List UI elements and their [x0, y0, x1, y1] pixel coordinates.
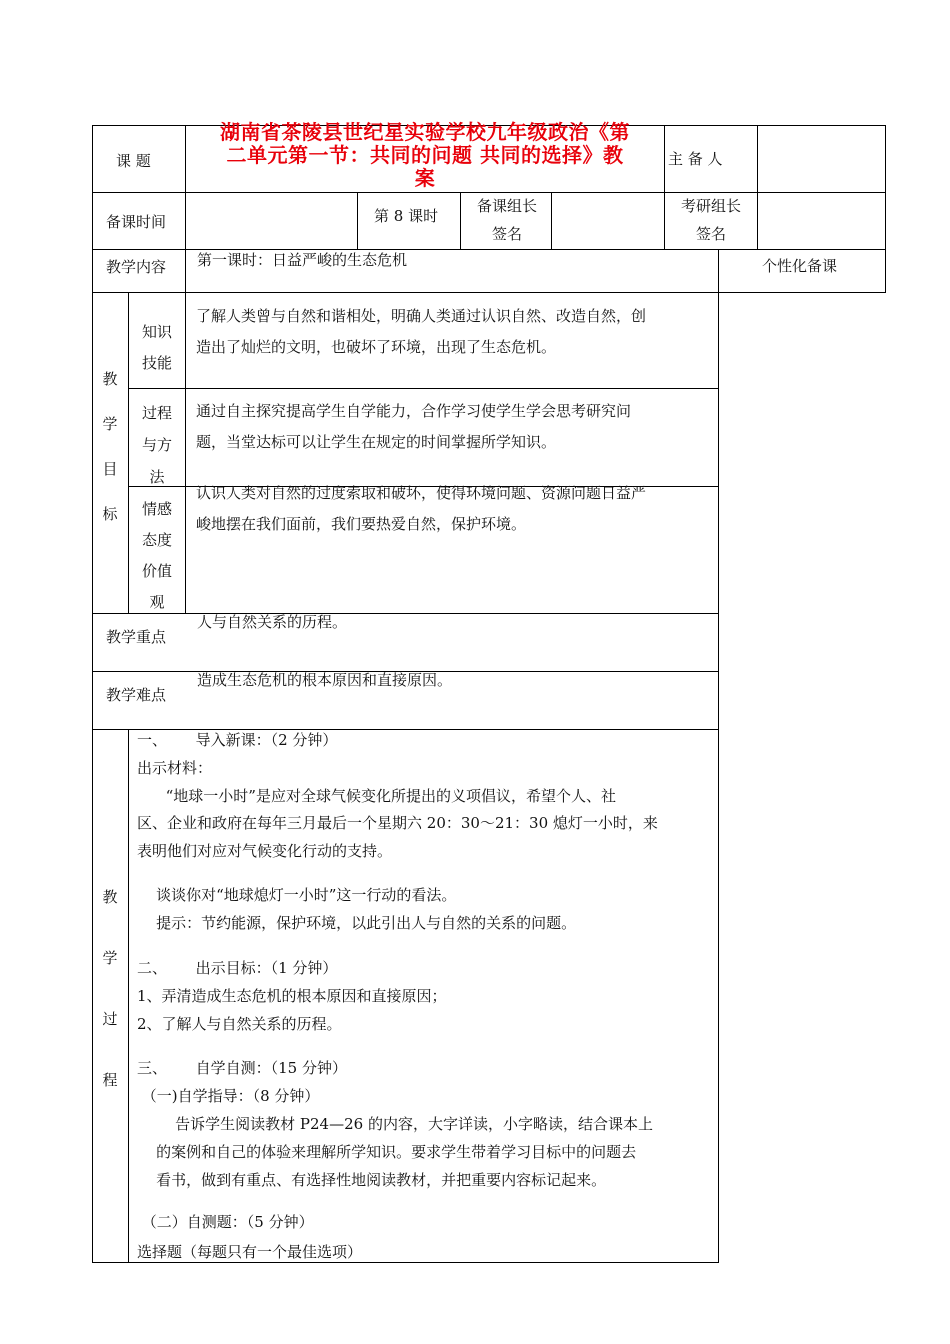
emotion-label-line: 观 — [149, 593, 165, 611]
process-line: 1、弄清造成生态危机的根本原因和直接原因； — [137, 987, 447, 1005]
table-border-bottom — [92, 1262, 718, 1263]
objectives-label-char: 标 — [102, 505, 118, 523]
table-line-obj1 — [128, 388, 718, 389]
process-line: 一、 导入新课：（2 分钟） — [137, 731, 338, 749]
emotion-attitude-text — [196, 478, 646, 540]
emotion-attitude-label — [137, 494, 177, 618]
table-line-col-research-end — [757, 192, 758, 250]
teaching-content-label: 教学内容 — [106, 258, 167, 276]
emotion-text-line: 认识人类对自然的过度索取和破坏，使得环境问题、资源问题日益严 — [196, 484, 647, 502]
table-line-col-lesson-start — [357, 192, 358, 250]
process-label — [92, 867, 128, 1111]
process-line: 出示材料： — [137, 759, 213, 777]
objectives-label-char: 教 — [102, 370, 118, 388]
group-leader-line: 备课组长 — [476, 197, 537, 215]
table-line-col-obj-sub — [128, 292, 129, 614]
process-line: “地球一小时”是应对全球气候变化所提出的义项倡议，希望个人、社 — [137, 787, 616, 805]
process-line: 看书，做到有重点、有选择性地阅读教材，并把重要内容标记起来。 — [137, 1171, 607, 1189]
process-line: 表明他们对应对气候变化行动的支持。 — [137, 842, 393, 860]
knowledge-label-line: 知识 — [141, 323, 172, 341]
research-leader-label — [674, 192, 748, 248]
process-label-char: 教 — [102, 888, 118, 906]
process-text-line: 通过自主探究提高学生自学能力，合作学习使学生学会思考研究问 — [196, 402, 632, 420]
process-method-label — [137, 397, 177, 493]
lesson-title-line: 二单元第一节：共同的问题 共同的选择》教 — [226, 143, 624, 167]
difficulty-value: 造成生态危机的根本原因和直接原因。 — [197, 671, 453, 689]
table-line-col-lesson-end — [460, 192, 461, 250]
process-body — [137, 729, 658, 1261]
personal-prep-label: 个性化备课 — [762, 257, 838, 275]
table-line-col-label — [185, 125, 186, 293]
process-label-line: 法 — [149, 468, 165, 486]
table-line-col-preparer-end — [757, 125, 758, 193]
emotion-label-line: 价值 — [141, 562, 172, 580]
teaching-content-value: 第一课时：日益严峻的生态危机 — [197, 251, 408, 269]
process-line: （二）自测题：（5 分钟） — [137, 1213, 314, 1231]
process-label-line: 与方 — [141, 436, 172, 454]
knowledge-text-line: 造出了灿烂的文明，也破坏了环境，出现了生态危机。 — [196, 338, 557, 356]
process-line: 区、企业和政府在每年三月最后一个星期六 20：30～21：30 熄灯一小时，来 — [137, 814, 658, 832]
objectives-label — [92, 357, 128, 537]
table-line-col-obj-text — [185, 292, 186, 614]
table-border-right — [885, 125, 886, 293]
process-line: 三、 自学自测：（15 分钟） — [137, 1059, 347, 1077]
process-line: 的案例和自己的体验来理解所学知识。要求学生带着学习目标中的问题去 — [137, 1143, 637, 1161]
process-label-char: 过 — [102, 1010, 118, 1028]
lesson-title-line: 湖南省茶陵县世纪星实验学校九年级政治《第 — [220, 120, 630, 144]
table-line-row3 — [92, 292, 886, 293]
objectives-label-char: 学 — [102, 415, 118, 433]
process-label-char: 学 — [102, 949, 118, 967]
table-line-col-group-end — [551, 192, 552, 250]
knowledge-skill-label — [137, 317, 177, 379]
process-line: 二、 出示目标：（1 分钟） — [137, 959, 338, 977]
objectives-label-char: 目 — [102, 460, 118, 478]
lesson-title-line: 案 — [414, 166, 436, 190]
key-point-label: 教学重点 — [106, 628, 167, 646]
lesson-number: 第 8 课时 — [374, 207, 439, 225]
group-leader-line: 签名 — [491, 225, 522, 243]
difficulty-label: 教学难点 — [106, 686, 167, 704]
knowledge-text-line: 了解人类曾与自然和谐相处，明确人类通过认识自然、改造自然，创 — [196, 307, 647, 325]
emotion-text-line: 峻地摆在我们面前，我们要热爱自然，保护环境。 — [196, 515, 527, 533]
process-label-char: 程 — [102, 1071, 118, 1089]
process-text-line: 题，当堂达标可以让学生在规定的时间掌握所学知识。 — [196, 433, 557, 451]
process-line: 2、了解人与自然关系的历程。 — [137, 1015, 342, 1033]
process-line: 谈谈你对“地球熄灯一小时”这一行动的看法。 — [137, 886, 457, 904]
main-preparer-label: 主 备 人 — [668, 150, 723, 168]
emotion-label-line: 情感 — [141, 500, 172, 518]
group-leader-label — [470, 192, 544, 248]
table-line-col-content-end — [718, 249, 719, 1263]
knowledge-skill-text — [196, 301, 646, 363]
table-line-col-process-sub — [128, 729, 129, 1263]
table-line-col-title-end — [664, 125, 665, 193]
process-line: 告诉学生阅读教材 P24—26 的内容，大字详读，小字略读，结合课本上 — [137, 1115, 653, 1133]
process-line: 选择题（每题只有一个最佳选项） — [137, 1243, 363, 1261]
process-line: 提示：节约能源，保护环境，以此引出人与自然的关系的问题。 — [137, 914, 577, 932]
subject-label: 课 题 — [116, 152, 151, 170]
process-label-line: 过程 — [141, 404, 172, 422]
research-leader-line: 签名 — [695, 225, 726, 243]
emotion-label-line: 态度 — [141, 531, 172, 549]
process-line: （一)自学指导：（8 分钟） — [137, 1087, 320, 1105]
process-method-text — [196, 396, 631, 458]
table-line-col-sign-end — [664, 192, 665, 250]
knowledge-label-line: 技能 — [141, 354, 172, 372]
prep-time-label: 备课时间 — [106, 213, 167, 231]
research-leader-line: 考研组长 — [680, 197, 741, 215]
key-point-value: 人与自然关系的历程。 — [197, 613, 348, 631]
lesson-title — [190, 121, 660, 190]
